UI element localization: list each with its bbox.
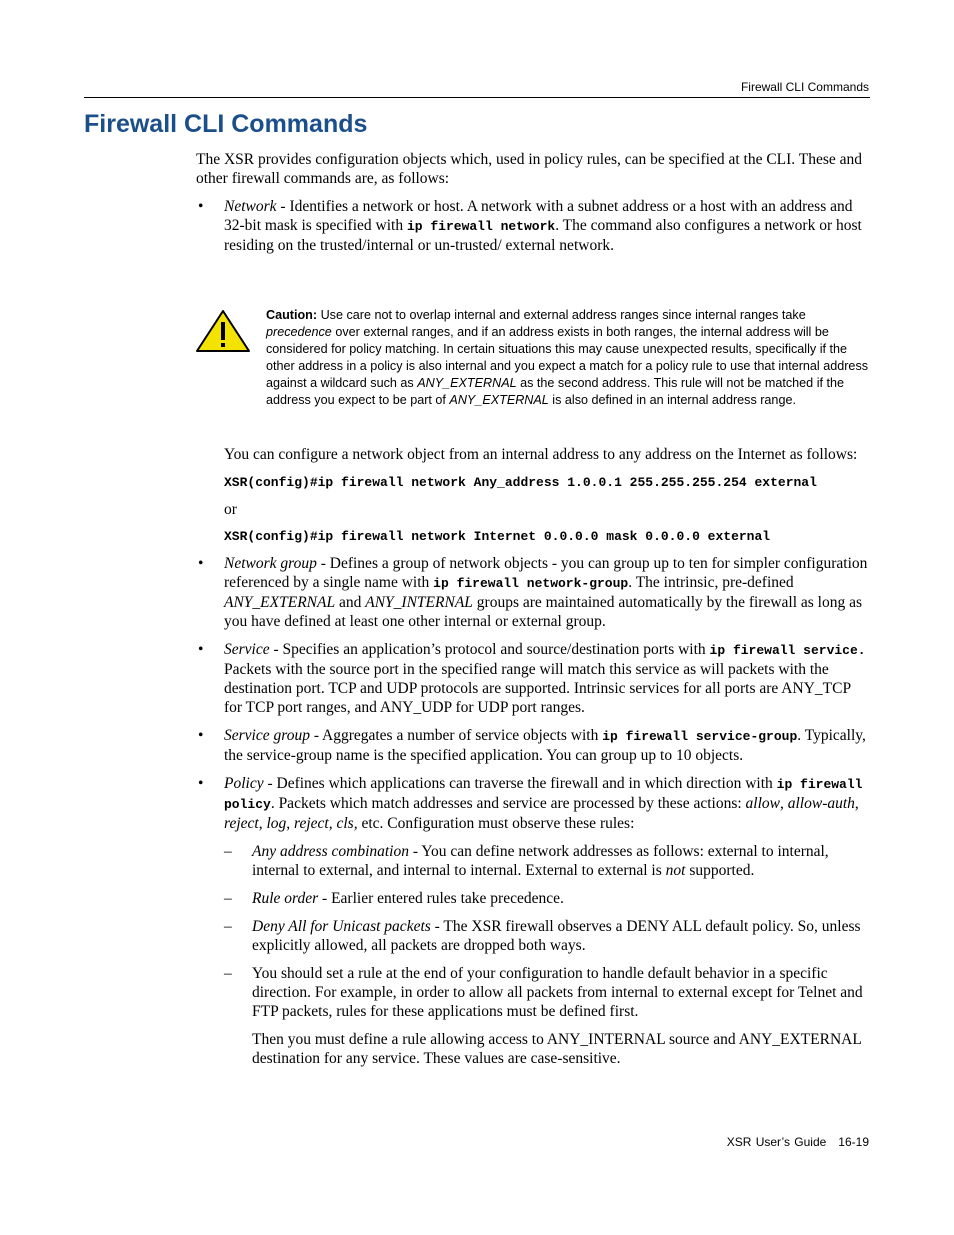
caution-emphasis-any-external-2: ANY_EXTERNAL	[449, 393, 549, 407]
network-group-text-1: - Defines a group of network objects - you can group up to ten for simpler configuration referenced by a single name with	[224, 555, 868, 591]
term-service-group: Service group	[224, 727, 310, 744]
command-ip-firewall-service: ip firewall service.	[709, 643, 866, 658]
page-title: Firewall CLI Commands	[84, 110, 368, 138]
caution-text-1: Use care not to overlap internal and external address ranges since internal ranges take	[317, 308, 806, 322]
list-item-service-group	[196, 726, 870, 765]
rule-text: supported.	[685, 862, 755, 879]
command-ip-firewall-service-group: ip firewall service-group	[602, 729, 798, 744]
bullet-mark: •	[198, 775, 204, 792]
list-item-network-group	[196, 554, 870, 631]
rule-text: - Earlier entered rules take precedence.	[318, 890, 564, 907]
config-intro: You can configure a network object from an internal address to any address on the Internet as follows:	[224, 446, 858, 463]
rule-text: - The XSR firewall observes a DENY ALL default policy. So, unless explicitly allowed, all packets are dropped both ways.	[252, 918, 861, 954]
dash-mark: –	[224, 843, 232, 860]
footer-guide-title: XSR User’s Guide	[726, 1135, 827, 1149]
rule-any-address-combination	[196, 842, 870, 880]
caution-emphasis-precedence: precedence	[266, 325, 332, 339]
caution-emphasis-any-external: ANY_EXTERNAL	[417, 376, 517, 390]
rule-default-behavior	[196, 964, 870, 1021]
code-example-1: XSR(config)#ip firewall network Any_address 1.0.0.1 255.255.255.254 external	[224, 475, 817, 490]
caution-text-3: as the second address. This rule will not be matched if the address you expect to be part of	[266, 376, 844, 407]
network-group-text-3: and	[335, 594, 366, 611]
list-item-policy	[196, 774, 870, 833]
policy-text-2: . Packets which match addresses and service are processed by these actions:	[270, 795, 746, 812]
action-reject: reject	[224, 815, 259, 832]
service-text-2: Packets with the source port in the specified range will match this service as will packets with the destination port. TCP and UDP protocols are supported. Intrinsic services for all ports are ANY_TCP for TCP port ranges, and ANY_UDP for UDP port ranges.	[224, 661, 851, 716]
rule-followup: Then you must define a rule allowing access to ANY_INTERNAL source and ANY_EXTERNAL destination for any service. These values are case-sensitive.	[252, 1031, 862, 1067]
dash-mark: –	[224, 965, 232, 982]
separator: ,	[258, 815, 267, 832]
network-text-1: - Identifies a network or host. A network with a subnet address or a host with an address and 32-bit mask is specified with	[224, 198, 853, 234]
page-number: 16-19	[838, 1135, 869, 1149]
dash-mark: –	[224, 918, 232, 935]
service-text-1: - Specifies an application’s protocol and source/destination ports with	[269, 641, 710, 658]
network-group-text-4: groups are maintained automatically by the firewall as long as you have defined at least one other internal or external group.	[224, 594, 863, 630]
action-log: log	[266, 815, 287, 832]
network-group-text-2: . The intrinsic, pre-defined	[628, 574, 794, 591]
rule-term: Rule order	[252, 890, 319, 907]
action-allow-auth: allow-auth	[787, 795, 855, 812]
rule-term: Deny All for Unicast packets	[252, 918, 431, 935]
dash-mark: –	[224, 890, 232, 907]
rule-order	[196, 889, 870, 908]
intro-paragraph: The XSR provides configuration objects which, used in policy rules, can be specified at the CLI. These and other firewall commands are, as follows:	[196, 151, 863, 187]
network-group-any-internal: ANY_INTERNAL	[365, 594, 473, 611]
bullet-mark: •	[198, 641, 204, 658]
rule-emphasis-not: not	[665, 862, 686, 879]
running-footer	[600, 1135, 869, 1149]
page-body	[196, 150, 870, 1077]
network-group-any-external: ANY_EXTERNAL	[224, 594, 336, 611]
rule-term: Any address combination	[252, 843, 409, 860]
network-text-2: . The command also configures a network or host residing on the trusted/internal or un-trusted/ external network.	[224, 217, 862, 254]
list-item-network	[196, 197, 870, 255]
or-text: or	[224, 501, 237, 518]
separator: ,	[286, 815, 295, 832]
action-reject-cls: reject, cls,	[294, 815, 358, 832]
caution-label: Caution:	[266, 308, 318, 322]
term-service: Service	[224, 641, 270, 658]
term-policy: Policy	[224, 775, 264, 792]
rule-text: You should set a rule at the end of your configuration to handle default behavior in a specific direction. For example, in order to allow all packets from internal to external except for Telnet and FTP packets, rules for these applications must be defined first.	[252, 965, 863, 1020]
term-network: Network	[224, 198, 277, 215]
header-rule	[84, 97, 870, 98]
caution-note	[196, 291, 870, 441]
bullet-mark: •	[198, 727, 204, 744]
policy-text-3: etc. Configuration must observe these rules:	[357, 815, 635, 832]
separator: ,	[854, 795, 859, 812]
separator: ,	[780, 795, 788, 812]
term-network-group: Network group	[224, 555, 317, 572]
command-ip-firewall-policy: ip firewall policy	[224, 777, 863, 812]
rule-deny-all	[196, 917, 870, 955]
code-example-2: XSR(config)#ip firewall network Internet 0.0.0.0 mask 0.0.0.0 external	[224, 529, 771, 544]
list-item-service	[196, 640, 870, 717]
policy-text-1: - Defines which applications can traverse the firewall and in which direction with	[263, 775, 777, 792]
warning-triangle-icon	[195, 309, 251, 353]
caution-text	[266, 307, 870, 409]
command-ip-firewall-network-group: ip firewall network-group	[433, 576, 629, 591]
action-allow: allow	[745, 795, 780, 812]
command-ip-firewall-network: ip firewall network	[406, 219, 556, 234]
bullet-mark: •	[198, 198, 204, 215]
caution-text-4: is also defined in an internal address range.	[548, 393, 796, 407]
caution-text-2: over external ranges, and if an address exists in both ranges, the internal address will be considered for policy matching. In certain situations this may cause unexpected results, specifically if the other address in a policy is also internal and you expect a match for a policy rule to use that internal address against a wildcard such as	[266, 325, 869, 390]
service-group-text-1: - Aggregates a number of service objects with	[309, 727, 603, 744]
running-header: Firewall CLI Commands	[740, 80, 869, 94]
rule-text: - You can define network addresses as follows: external to internal, internal to external, and internal to internal. External to external is	[252, 843, 829, 879]
bullet-mark: •	[198, 555, 204, 572]
service-group-text-2: . Typically, the service-group name is the specified application. You can group up to 10 objects.	[224, 727, 866, 764]
